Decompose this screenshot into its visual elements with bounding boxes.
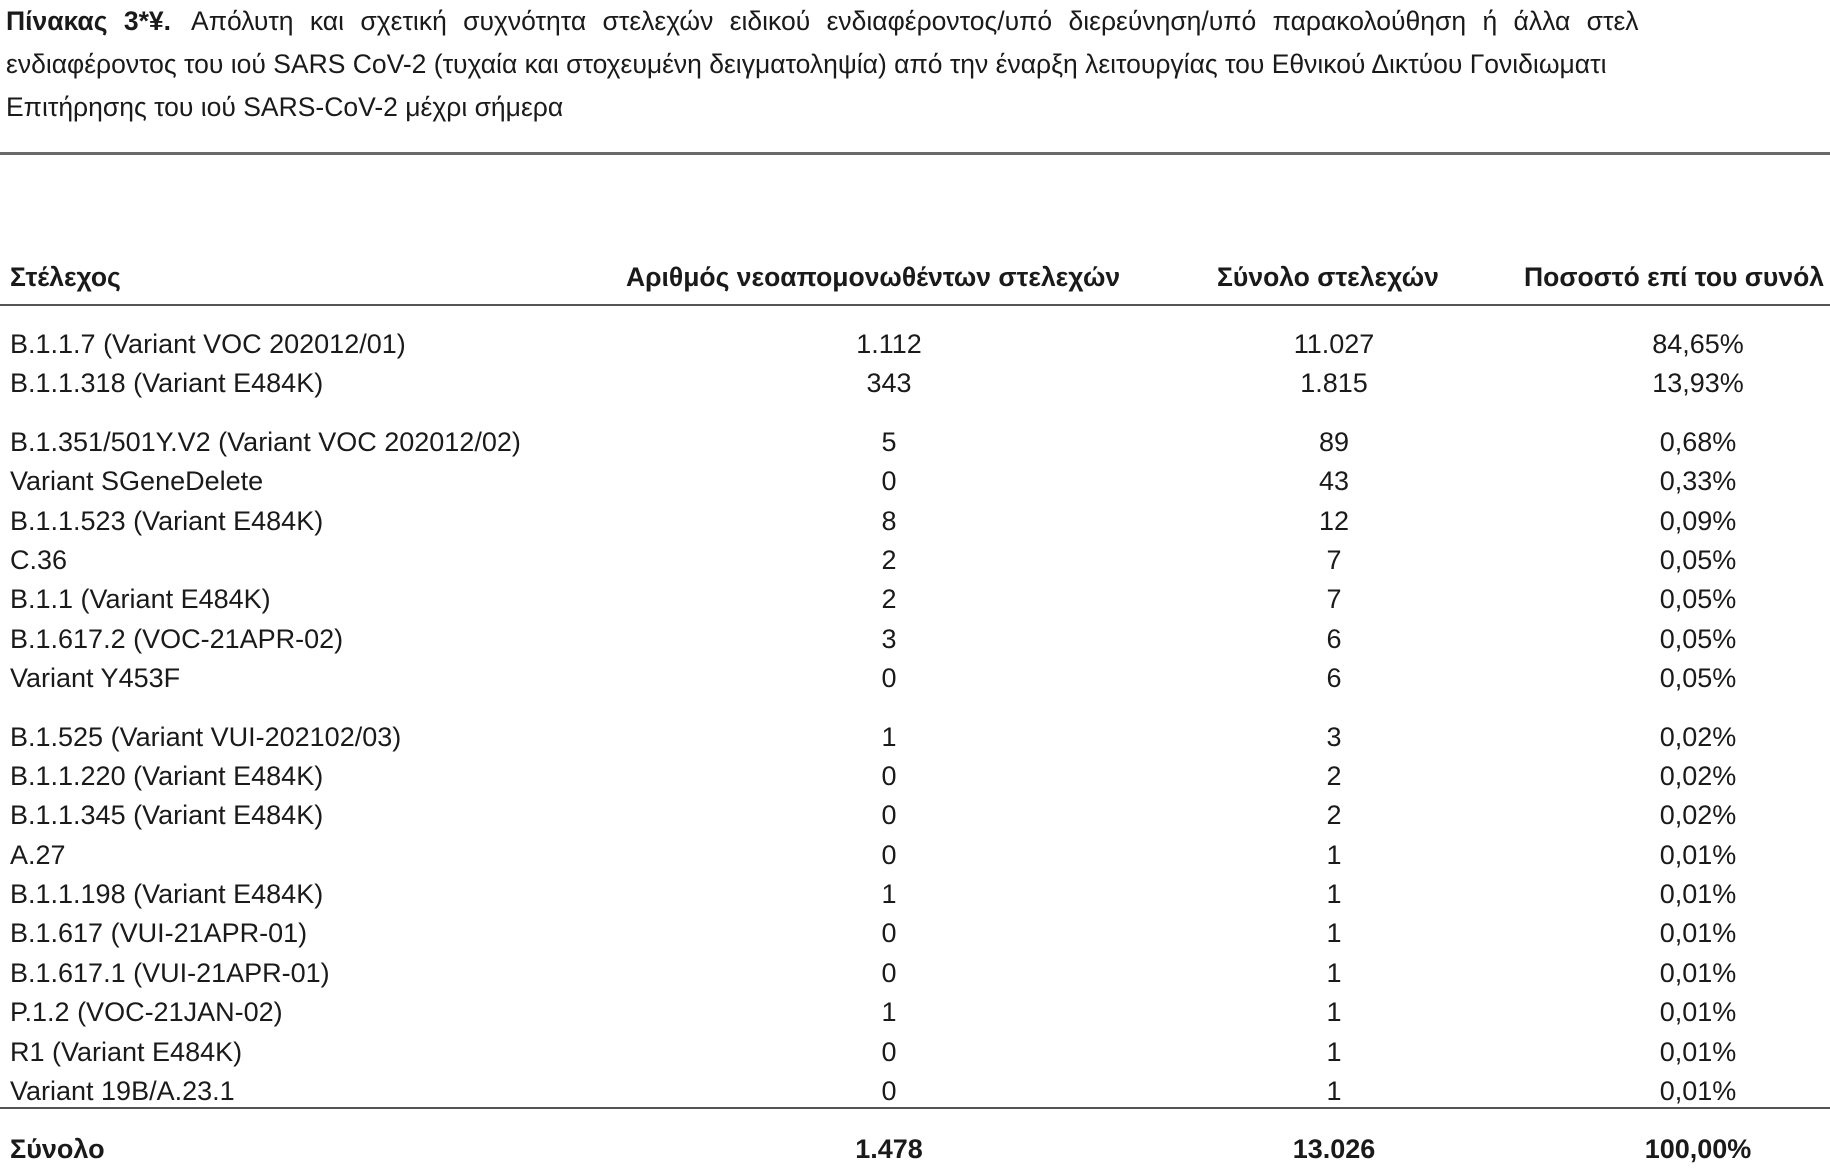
cell-strain: Variant Y453F [10, 663, 181, 694]
table-row [0, 462, 1830, 501]
cell-total: 1 [1326, 918, 1342, 949]
table-row [0, 796, 1830, 835]
cell-new: 0 [881, 466, 897, 497]
cell-new: 1 [881, 879, 897, 910]
cell-percent: 13,93% [1652, 368, 1744, 399]
cell-percent: 0,05% [1659, 544, 1737, 575]
cell-percent: 84,65% [1652, 329, 1744, 359]
cell-total: 3 [1326, 721, 1342, 752]
header-total: Σύνολο στελεχών [1217, 262, 1439, 292]
cell-total: 2 [1326, 800, 1342, 831]
cell-total: 7 [1326, 544, 1342, 575]
table-row [0, 423, 1830, 462]
cell-total: 6 [1326, 663, 1342, 694]
cell-new: 0 [881, 918, 897, 949]
table-row [0, 580, 1830, 619]
caption-label: Πίνακας 3*¥. [6, 6, 172, 36]
cell-strain: P.1.2 (VOC-21JAN-02) [10, 997, 283, 1028]
cell-percent: 0,01% [1659, 957, 1737, 988]
cell-strain: Variant 19B/A.23.1 [10, 1076, 235, 1107]
cell-total: 7 [1326, 584, 1342, 615]
cell-percent: 0,01% [1659, 1036, 1737, 1067]
cell-strain: B.1.1.523 (Variant E484K) [10, 505, 324, 536]
header-divider [0, 304, 1830, 306]
cell-strain: B.1.1.198 (Variant E484K) [10, 879, 324, 910]
cell-total: 89 [1318, 426, 1350, 457]
table-row [0, 502, 1830, 541]
cell-new: 0 [881, 1076, 897, 1107]
cell-strain: B.1.617 (VUI-21APR-01) [10, 918, 308, 949]
table-row [0, 541, 1830, 580]
cell-strain: C.36 [10, 544, 68, 575]
cell-strain: B.1.1.7 (Variant VOC 202012/01) [10, 329, 406, 359]
cell-total: 1 [1326, 839, 1342, 870]
cell-total: 1 [1326, 997, 1342, 1028]
cell-total: 1 [1326, 1036, 1342, 1067]
table-row [0, 757, 1830, 796]
cell-total: 1 [1326, 879, 1342, 910]
cell-new: 1 [881, 721, 897, 752]
cell-new: 2 [881, 584, 897, 615]
cell-strain: B.1.1 (Variant E484K) [10, 584, 271, 615]
cell-percent: 0,33% [1659, 466, 1737, 497]
header-strain: Στέλεχος [10, 262, 121, 292]
cell-strain: B.1.1.345 (Variant E484K) [10, 800, 324, 831]
cell-percent: 0,01% [1659, 879, 1737, 910]
cell-strain: A.27 [10, 839, 66, 870]
caption-line-2: ενδιαφέροντος του ιού SARS CoV-2 (τυχαία και στοχευμένη δειγματοληψία) από την έναρξη λειτουργίας του Εθνικού Δικτύου Γονιδιωματι [6, 49, 1607, 79]
table-row [0, 914, 1830, 953]
cell-strain: B.1.617.1 (VUI-21APR-01) [10, 957, 330, 988]
total-divider [0, 1107, 1830, 1109]
cell-total: 6 [1326, 623, 1342, 654]
header-percent: Ποσοστό επί του συνόλ [1524, 262, 1825, 292]
table-row [0, 325, 1830, 364]
table-row [0, 659, 1830, 698]
cell-percent: 0,01% [1659, 839, 1737, 870]
table-row [0, 954, 1830, 993]
cell-strain: B.1.351/501Y.V2 (Variant VOC 202012/02) [10, 426, 521, 457]
cell-percent: 0,02% [1659, 760, 1737, 791]
table-row [0, 993, 1830, 1032]
caption-line-3: Επιτήρησης του ιού SARS-CoV-2 μέχρι σήμερα [6, 92, 564, 122]
cell-percent: 0,01% [1659, 1076, 1737, 1107]
cell-new: 0 [881, 800, 897, 831]
cell-strain: B.1.617.2 (VOC-21APR-02) [10, 623, 344, 654]
cell-new: 8 [881, 505, 897, 536]
table-row [0, 364, 1830, 403]
cell-total: 2 [1326, 760, 1342, 791]
table-row [0, 1072, 1830, 1111]
total-total: 13.026 [1292, 1134, 1376, 1164]
cell-new: 1.112 [856, 329, 922, 359]
total-percent: 100,00% [1644, 1134, 1752, 1164]
cell-percent: 0,05% [1659, 663, 1737, 694]
header-new-isolated: Αριθμός νεοαπομονωθέντων στελεχών [626, 262, 1121, 292]
caption-line-1 [6, 0, 1830, 43]
top-divider [0, 152, 1830, 155]
cell-total: 1 [1326, 957, 1342, 988]
cell-total: 43 [1318, 466, 1350, 497]
cell-new: 0 [881, 839, 897, 870]
cell-new: 0 [881, 1036, 897, 1067]
table-row [0, 620, 1830, 659]
cell-new: 2 [881, 544, 897, 575]
cell-strain: B.1.1.220 (Variant E484K) [10, 760, 324, 791]
cell-new: 0 [881, 957, 897, 988]
cell-strain: Variant SGeneDelete [10, 466, 264, 497]
table-row [0, 718, 1830, 757]
table-row [0, 1033, 1830, 1072]
cell-percent: 0,05% [1659, 623, 1737, 654]
table-body [0, 325, 1830, 1111]
cell-percent: 0,68% [1659, 426, 1737, 457]
cell-total: 1.815 [1300, 368, 1368, 399]
table-caption [6, 0, 1830, 129]
cell-total: 11.027 [1293, 329, 1375, 359]
cell-percent: 0,01% [1659, 997, 1737, 1028]
table-row [0, 836, 1830, 875]
cell-percent: 0,02% [1659, 721, 1737, 752]
cell-new: 0 [881, 663, 897, 694]
cell-new: 5 [881, 426, 897, 457]
cell-percent: 0,02% [1659, 800, 1737, 831]
cell-percent: 0,05% [1659, 584, 1737, 615]
total-label: Σύνολο [10, 1134, 105, 1164]
cell-percent: 0,09% [1659, 505, 1737, 536]
total-new: 1.478 [855, 1134, 923, 1164]
cell-total: 1 [1326, 1076, 1342, 1107]
cell-strain: B.1.525 (Variant VUI-202102/03) [10, 721, 402, 752]
table-row [0, 875, 1830, 914]
cell-total: 12 [1318, 505, 1350, 536]
total-row [0, 1130, 1830, 1168]
cell-new: 343 [866, 368, 912, 399]
cell-new: 3 [881, 623, 897, 654]
caption-text-1: Απόλυτη και σχετική συχνότητα στελεχών ειδικού ενδιαφέροντος/υπό διερεύνηση/υπό παρακολούθηση ή άλλα στελ [191, 6, 1639, 36]
cell-new: 1 [881, 997, 897, 1028]
cell-strain: R1 (Variant E484K) [10, 1036, 243, 1067]
cell-percent: 0,01% [1659, 918, 1737, 949]
cell-strain: B.1.1.318 (Variant E484K) [10, 368, 324, 399]
cell-new: 0 [881, 760, 897, 791]
